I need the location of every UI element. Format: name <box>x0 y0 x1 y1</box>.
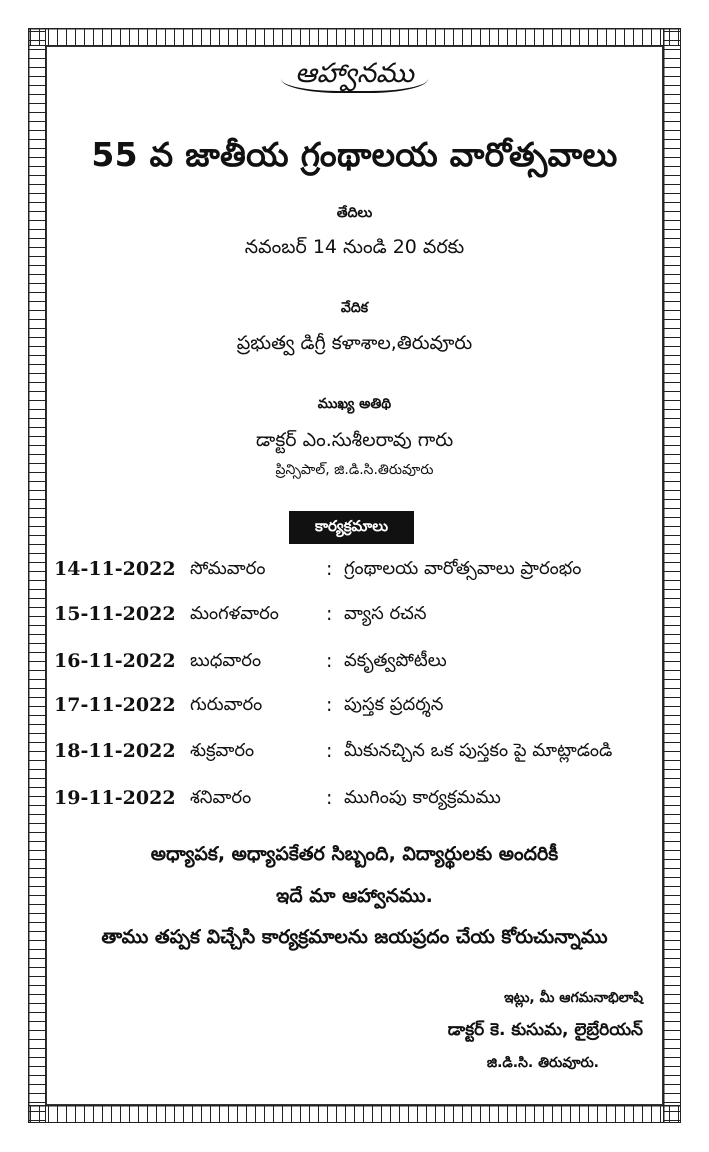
border-left <box>28 28 46 1123</box>
schedule-colon: : <box>326 740 333 762</box>
closing-line-3: తాము తప్పక విచ్చేసి కార్యక్రమాలను జయప్రదం చేయ కోరుచున్నాము <box>101 926 608 948</box>
schedule-colon: : <box>326 694 333 716</box>
signature-line-2: డాక్టర్ కె. కుసుమ, లైబ్రేరియన్ <box>447 1020 643 1040</box>
schedule-day: బుధవారం <box>190 650 262 671</box>
venue-value: ప్రభుత్వ డిగ్రీ కళాశాల,తిరువూరు <box>236 332 473 354</box>
schedule-colon: : <box>326 787 333 809</box>
schedule-event: గ్రంథాలయ వారోత్సవాలు ప్రారంభం <box>344 558 582 579</box>
schedule-colon: : <box>326 650 333 672</box>
schedule-date: 16-11-2022 <box>54 650 176 672</box>
schedule-day: శుక్రవారం <box>190 740 255 761</box>
schedule-day: శనివారం <box>190 787 252 808</box>
page-title: 55 వ జాతీయ గ్రంథాలయ వారోత్సవాలు <box>91 135 618 174</box>
schedule-date: 14-11-2022 <box>54 558 176 580</box>
schedule-date: 18-11-2022 <box>54 740 176 762</box>
chief-guest-label: ముఖ్య అతిథి <box>317 396 392 412</box>
schedule-row <box>54 603 674 631</box>
invite-heading <box>0 58 709 96</box>
schedule-event: మీకునచ్చిన ఒక పుస్తకం పై మాట్లాడండి <box>344 740 613 761</box>
schedule-row <box>54 740 674 768</box>
schedule-event: ముగింపు కార్యక్రమము <box>344 787 501 808</box>
venue-label: వేదిక <box>340 300 369 316</box>
schedule-day: సోమవారం <box>190 558 266 579</box>
chief-guest-name: డాక్టర్ ఎం.సుశీలరావు గారు <box>255 429 454 451</box>
programs-label: కార్యక్రమాలు <box>289 511 414 544</box>
schedule-colon: : <box>326 558 333 580</box>
schedule-row <box>54 694 674 722</box>
schedule-day: మంగళవారం <box>190 603 279 624</box>
border-top <box>28 28 681 46</box>
schedule-day: గురువారం <box>190 694 263 715</box>
closing-line-1: అధ్యాపక, అధ్యాపకేతర సిబ్బంది, విద్యార్థులకు అందరికీ <box>150 843 559 865</box>
closing-line-2: ఇదే మా ఆహ్వానము. <box>276 885 433 907</box>
schedule-row <box>54 787 674 815</box>
schedule-event: పుస్తక ప్రదర్శన <box>344 694 444 715</box>
dates-value: నవంబర్ 14 నుండి 20 వరకు <box>244 236 465 258</box>
schedule-date: 17-11-2022 <box>54 694 176 716</box>
chief-guest-designation: ప్రిన్సిపాల్, జి.డి.సి.తిరువూరు <box>275 462 434 478</box>
schedule-row <box>54 650 674 678</box>
schedule-date: 15-11-2022 <box>54 603 176 625</box>
signature-line-3: జి.డి.సి. తిరువూరు. <box>486 1055 599 1071</box>
schedule-event: వకృత్వపోటీలు <box>344 650 447 671</box>
schedule-colon: : <box>326 603 333 625</box>
schedule-date: 19-11-2022 <box>54 787 176 809</box>
invite-heading-text: ఆహ్వానము <box>281 58 428 93</box>
schedule-event: వ్యాస రచన <box>344 603 427 624</box>
border-bottom <box>28 1105 681 1123</box>
dates-label: తేదిలు <box>336 205 373 221</box>
schedule-row <box>54 558 674 586</box>
signature-line-1: ఇట్లు, మీ ఆగమనాభిలాషి <box>504 990 643 1006</box>
